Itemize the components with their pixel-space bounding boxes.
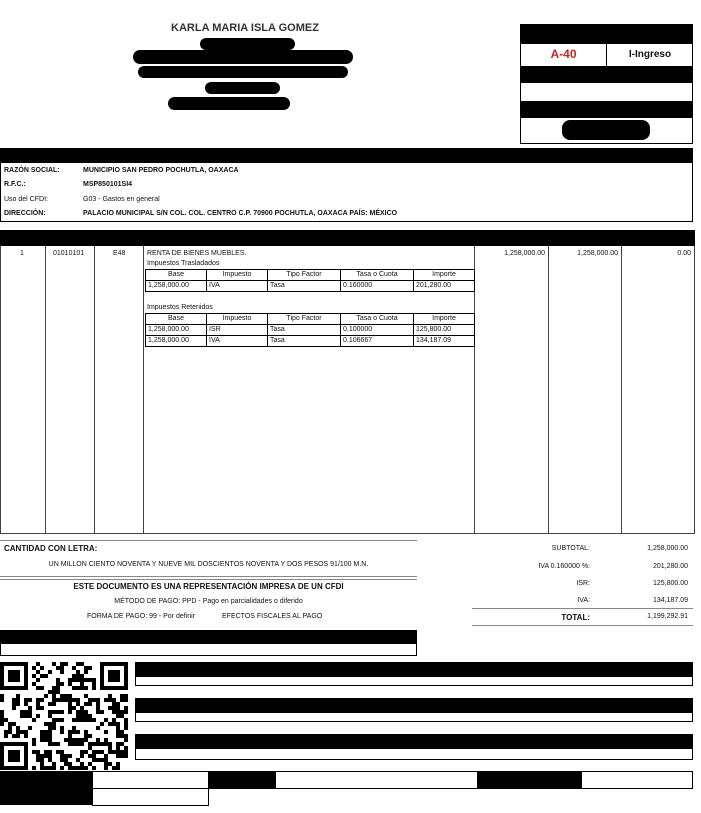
bottom-row-box [0,771,693,789]
iva-ret-label: IVA: [577,597,590,604]
subtotal-label: SUBTOTAL: [551,545,590,552]
concept-descripcion: RENTA DE BIENES MUEBLES. [147,250,247,257]
tax-base: 1,258,000.00 [146,325,207,336]
col-divider-1 [45,246,46,534]
tax-base: 1,258,000.00 [146,336,207,347]
tax-header-factor: Tipo Factor [268,270,341,281]
efectos-fiscales: EFECTOS FISCALES AL PAGO [222,613,323,620]
tax-factor: Tasa [268,325,341,336]
tax-importe: 201,280.00 [414,281,475,292]
tax-header-base: Base [146,314,207,325]
tax-header-impuesto: Impuesto [207,270,268,281]
folio-value: A-40 [550,47,577,61]
sello-sat-box [135,712,693,722]
total-value: 1,199,292.91 [647,613,688,620]
razon-value: MUNICIPIO SAN PEDRO POCHUTLA, OAXACA [83,167,239,174]
qr-code [0,662,128,770]
table-row [146,281,475,292]
concept-precio: 1,258,000.00 [504,250,545,257]
tax-header-tasa: Tasa o Cuota [341,314,414,325]
iva-label: IVA 0.160000 %: [538,563,590,570]
uso-value: G03 - Gastos en general [83,196,160,203]
redacted-fecha [562,120,650,140]
concept-retenidos-title: Impuestos Retenidos [147,304,213,311]
concept-importe: 1,258,000.00 [577,250,618,257]
tax-factor: Tasa [268,281,341,292]
col-divider-3 [143,246,144,534]
representacion-text: ESTE DOCUMENTO ES UNA REPRESENTACIÓN IMPRESA DE UN CFDI [73,582,344,591]
retenidos-table [145,313,475,347]
redacted-address-3 [138,66,348,78]
fecha-emision-bar [520,66,693,83]
tax-header-tasa: Tasa o Cuota [341,270,414,281]
razon-label: RAZÓN SOCIAL: [4,167,60,174]
concept-unidad: E48 [113,250,126,257]
forma-pago: FORMA DE PAGO: 99 - Por definir [87,613,196,620]
redacted-address-5 [168,97,290,110]
iva-ret-value: 134,187.09 [652,597,688,604]
tax-tasa: 0.160000 [341,281,414,292]
totals-rule [472,608,693,609]
tax-impuesto: IVA [207,336,268,347]
tax-header-importe: Importe [414,314,475,325]
issuer-name: KARLA MARIA ISLA GOMEZ [171,22,319,34]
sello-cfdi-bar [135,662,693,676]
cantidad-letra-value: UN MILLON CIENTO NOVENTA Y NUEVE MIL DOSCIENTOS NOVENTA Y DOS PESOS 91/100 M.N. [48,561,369,568]
tipo-value: I-Ingreso [628,49,672,60]
concepts-header-bar [0,230,695,246]
tax-tasa: 0.100000 [341,325,414,336]
totals-rule-bottom [472,625,693,626]
col-divider-2 [94,246,95,534]
concept-clave: 01010101 [53,250,85,257]
table-row [146,336,475,347]
rfc-value: MSP850101SI4 [83,181,133,188]
uso-label: Uso del CFDI: [4,196,48,203]
col-divider-5 [548,246,549,534]
folio-header-bar [520,24,693,44]
redacted-address-4 [205,82,280,94]
tax-tasa: 0.106667 [341,336,414,347]
receptor-header-bar [0,148,693,163]
bottom-black-1 [0,771,93,805]
tax-header-base: Base [146,270,207,281]
direccion-label: DIRECCIÓN: [4,210,46,217]
cfdi-relacionado-box [0,643,417,656]
tax-impuesto: IVA [207,281,268,292]
sello-cfdi-box [135,676,693,686]
tax-header-factor: Tipo Factor [268,314,341,325]
cantidad-letra-label: CANTIDAD CON LETRA: [4,544,98,553]
table-row [146,325,475,336]
tax-impuesto: ISR [207,325,268,336]
tax-header-importe: Importe [414,270,475,281]
rfc-label: R.F.C.: [4,181,26,188]
concept-descuento: 0.00 [677,250,691,257]
sello-sat-bar [135,698,693,712]
footer-rule-1 [0,540,417,541]
traslados-table [145,269,475,292]
tax-importe: 134,187.09 [414,336,475,347]
redacted-address-1 [200,38,295,50]
subtotal-value: 1,258,000.00 [647,545,688,552]
cadena-original-bar [135,734,693,748]
cadena-original-box [135,748,693,760]
isr-value: 125,800.00 [652,580,688,587]
bottom-black-2 [208,771,276,789]
fecha-certificacion-bar [520,101,693,118]
bottom-row-box-2 [92,788,209,806]
total-label: TOTAL: [561,613,590,622]
cfdi-relacionado-bar [0,630,417,644]
bottom-black-3 [477,771,582,789]
concept-traslados-title: Impuestos Trasladados [147,260,220,267]
tax-importe: 125,800.00 [414,325,475,336]
redacted-address-2 [133,50,353,64]
isr-label: ISR: [576,580,590,587]
tax-factor: Tasa [268,336,341,347]
direccion-value: PALACIO MUNICIPAL S/N COL. COL. CENTRO C.P. 70900 POCHUTLA, OAXACA PAÍS: MÉXICO [83,210,398,217]
footer-rule-3 [0,579,417,580]
iva-value: 201,280.00 [652,563,688,570]
col-divider-6 [621,246,622,534]
metodo-pago: MÉTODO DE PAGO: PPD - Pago en parcialidades o diferido [114,598,303,605]
tax-base: 1,258,000.00 [146,281,207,292]
footer-rule-2 [0,576,417,577]
concept-cantidad: 1 [20,250,24,257]
tax-header-impuesto: Impuesto [207,314,268,325]
